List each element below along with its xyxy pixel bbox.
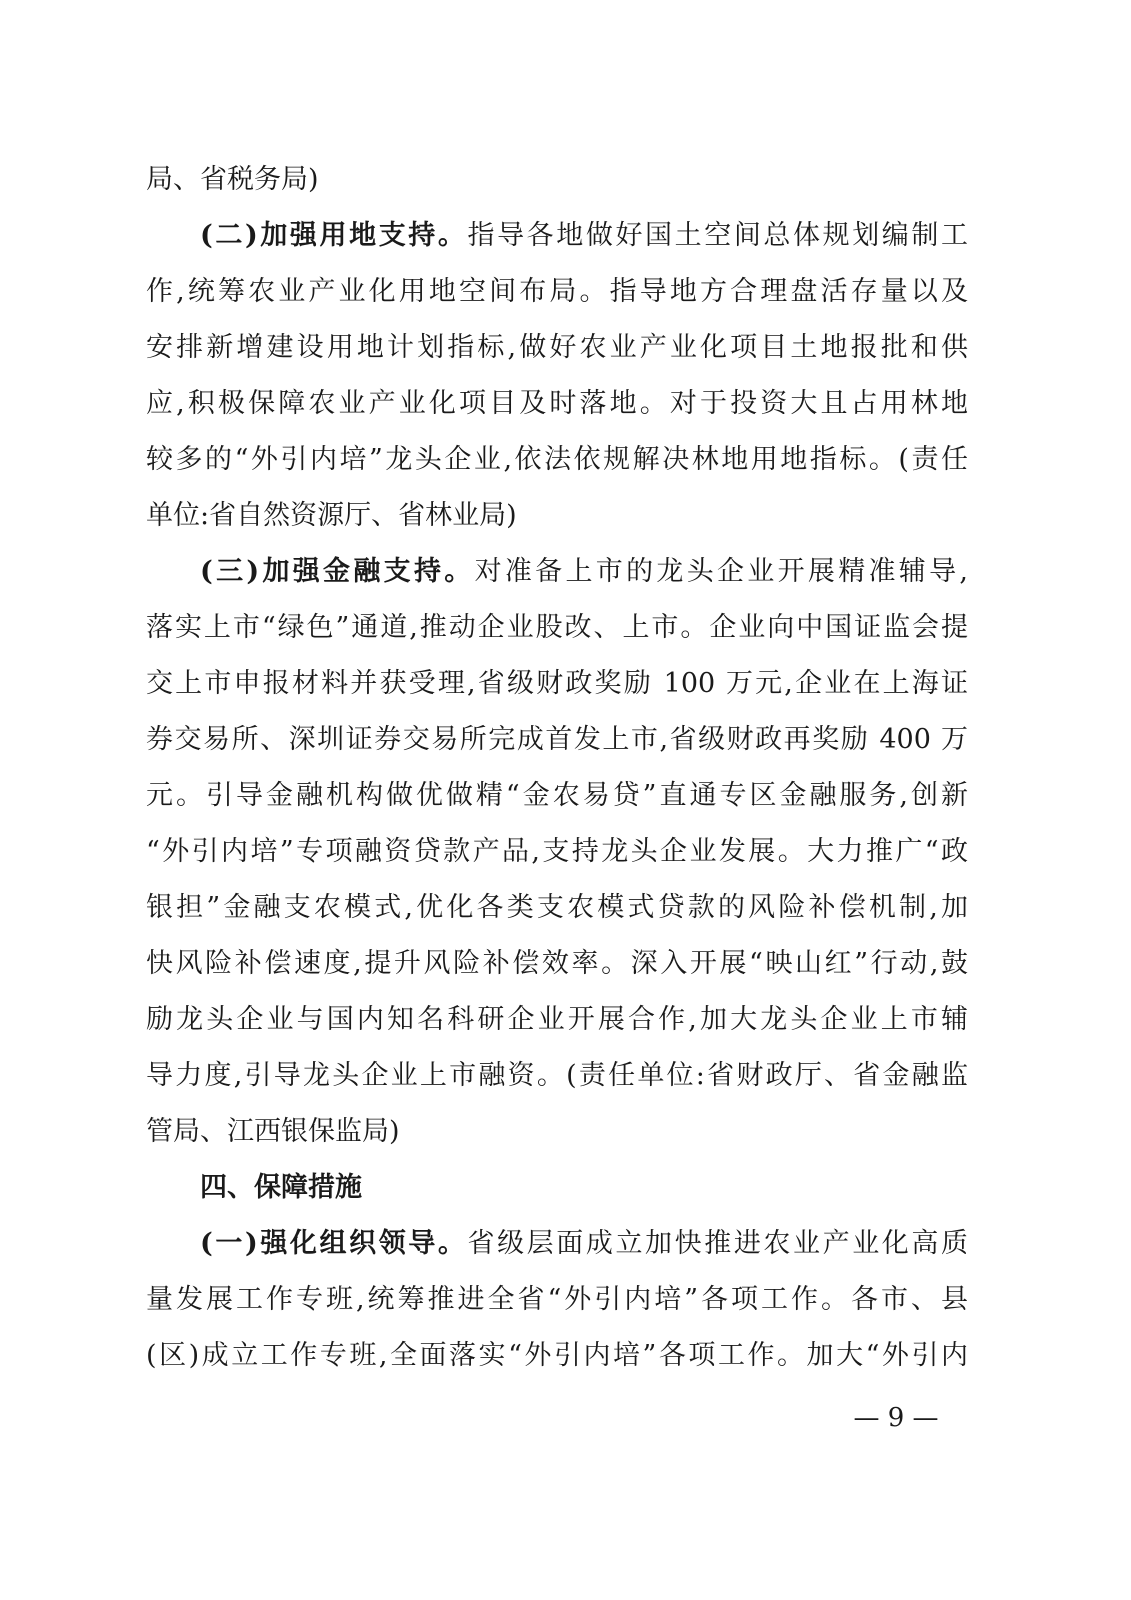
subsection-heading-financial-support: (三)加强金融支持。 (200, 556, 475, 587)
text-line-15: 快风险补偿速度,提升风险补偿效率。深入开展“映山红”行动,鼓 (146, 948, 968, 979)
text-line-11: 券交易所、深圳证券交易所完成首发上市,省级财政再奖励 400 万 (146, 724, 968, 755)
text-line-3: 作,统筹农业产业化用地空间布局。指导地方合理盘活存量以及 (146, 276, 968, 307)
text-line-5: 应,积极保障农业产业化项目及时落地。对于投资大且占用林地 (146, 388, 968, 419)
text-line-13: “外引内培”专项融资贷款产品,支持龙头企业发展。大力推广“政 (146, 836, 968, 867)
text-line-8 (200, 544, 968, 600)
text-line-4: 安排新增建设用地计划指标,做好农业产业化项目土地报批和供 (146, 332, 968, 363)
page-number: — 9 — (853, 1403, 939, 1433)
text-line-8-body: 对准备上市的龙头企业开展精准辅导, (474, 556, 968, 587)
subsection-heading-land-support: (二)加强用地支持。 (200, 220, 468, 251)
text-line-20 (200, 1216, 968, 1272)
text-line-17: 导力度,引导龙头企业上市融资。(责任单位:省财政厅、省金融监 (146, 1060, 968, 1091)
subsection-heading-organization: (一)强化组织领导。 (200, 1228, 468, 1259)
section-heading-safeguards: 四、保障措施 (200, 1172, 362, 1203)
text-line-16: 励龙头企业与国内知名科研企业开展合作,加大龙头企业上市辅 (146, 1004, 968, 1035)
text-line-18: 管局、江西银保监局) (146, 1116, 400, 1147)
text-line-20-body: 省级层面成立加快推进农业产业化高质 (467, 1228, 968, 1259)
text-line-12: 元。引导金融机构做优做精“金农易贷”直通专区金融服务,创新 (146, 780, 968, 811)
text-line-2-body: 指导各地做好国土空间总体规划编制工 (467, 220, 968, 251)
text-line-1: 局、省税务局) (146, 164, 319, 195)
text-line-9: 落实上市“绿色”通道,推动企业股改、上市。企业向中国证监会提 (146, 612, 968, 643)
text-line-6: 较多的“外引内培”龙头企业,依法依规解决林地用地指标。(责任 (146, 444, 968, 475)
text-line-7: 单位:省自然资源厅、省林业局) (146, 500, 517, 531)
text-line-14: 银担”金融支农模式,优化各类支农模式贷款的风险补偿机制,加 (146, 892, 968, 923)
text-line-10: 交上市申报材料并获受理,省级财政奖励 100 万元,企业在上海证 (146, 668, 968, 699)
text-line-21: 量发展工作专班,统筹推进全省“外引内培”各项工作。各市、县 (146, 1284, 968, 1315)
text-line-2 (200, 208, 968, 264)
text-line-22: (区)成立工作专班,全面落实“外引内培”各项工作。加大“外引内 (146, 1340, 968, 1371)
